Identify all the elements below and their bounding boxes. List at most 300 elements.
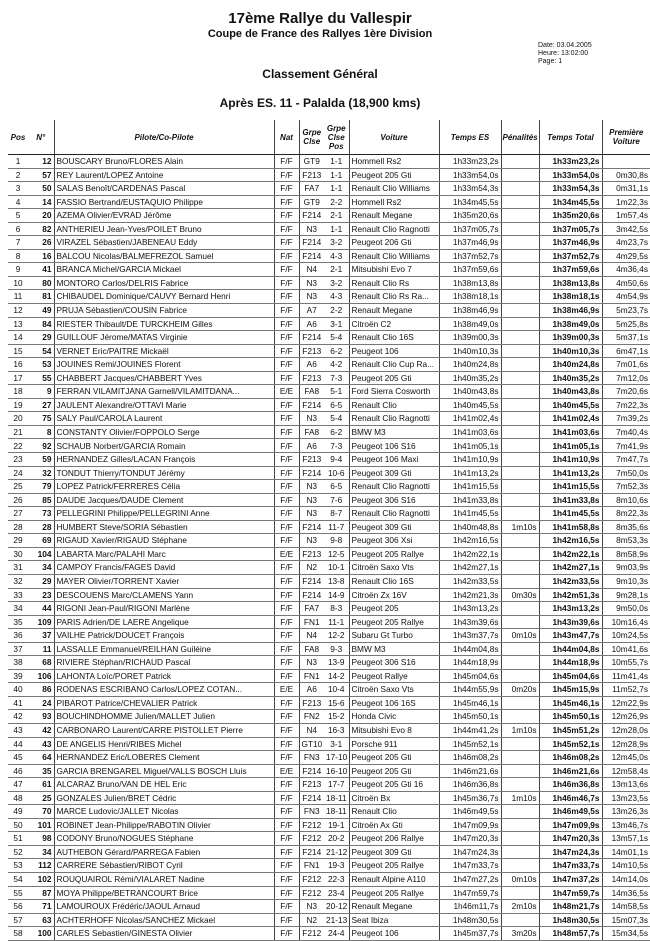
cell-number: 106 bbox=[28, 669, 54, 683]
cell-nat: F/F bbox=[274, 155, 299, 169]
cell-stage-time: 1h43m13,2s bbox=[439, 602, 501, 616]
cell-nat: F/F bbox=[274, 222, 299, 236]
cell-group-class: N3 bbox=[299, 412, 324, 426]
cell-penalties bbox=[501, 493, 539, 507]
cell-group-class-pos: 16-10 bbox=[324, 764, 349, 778]
cell-penalties bbox=[501, 195, 539, 209]
cell-number: 50 bbox=[28, 182, 54, 196]
cell-pos: 27 bbox=[8, 507, 28, 521]
cell-nat: F/F bbox=[274, 466, 299, 480]
cell-driver: DESCOUENS Marc/CLAMENS Yann bbox=[54, 588, 274, 602]
cell-car: Renault Clio bbox=[349, 805, 439, 819]
cell-total-time: 1h48m57,7s bbox=[539, 927, 602, 941]
cell-driver: SALAS Benoît/CARDENAS Pascal bbox=[54, 182, 274, 196]
cell-pos: 39 bbox=[8, 669, 28, 683]
cell-penalties: 0m10s bbox=[501, 629, 539, 643]
cell-nat: F/F bbox=[274, 574, 299, 588]
cell-group-class: FN2 bbox=[299, 710, 324, 724]
cell-group-class: F214 bbox=[299, 249, 324, 263]
cell-driver: CARBONARO Laurent/CARRE PISTOLLET Pierre bbox=[54, 723, 274, 737]
cell-group-class: F214 bbox=[299, 209, 324, 223]
cell-car: Citroën Bx bbox=[349, 791, 439, 805]
cell-driver: RIGONI Jean-Paul/RIGONI Marlène bbox=[54, 602, 274, 616]
results-body bbox=[8, 155, 650, 941]
cell-group-class: F212 bbox=[299, 872, 324, 886]
cell-group-class-pos: 17-7 bbox=[324, 778, 349, 792]
cell-car: Peugeot 205 Gti bbox=[349, 764, 439, 778]
cell-number: 98 bbox=[28, 832, 54, 846]
cell-nat: F/F bbox=[274, 249, 299, 263]
cell-total-time: 1h45m15,9s bbox=[539, 683, 602, 697]
cell-penalties bbox=[501, 859, 539, 873]
cell-group-class-pos: 12-2 bbox=[324, 629, 349, 643]
cell-group-class: F214 bbox=[299, 331, 324, 345]
cell-gap-first: 12m22,9s bbox=[602, 696, 650, 710]
cell-stage-time: 1h45m04,6s bbox=[439, 669, 501, 683]
cell-stage-time: 1h47m27,2s bbox=[439, 872, 501, 886]
cell-total-time: 1h40m35,2s bbox=[539, 371, 602, 385]
cell-nat: F/F bbox=[274, 453, 299, 467]
cell-penalties bbox=[501, 832, 539, 846]
cell-stage-time: 1h41m03,6s bbox=[439, 425, 501, 439]
cell-penalties bbox=[501, 371, 539, 385]
cell-car: Renault Clio Ragnotti bbox=[349, 507, 439, 521]
cell-number: 16 bbox=[28, 249, 54, 263]
cell-group-class-pos: 18-11 bbox=[324, 805, 349, 819]
cell-car: Citroën C2 bbox=[349, 317, 439, 331]
cell-number: 93 bbox=[28, 710, 54, 724]
cell-group-class: F213 bbox=[299, 778, 324, 792]
cell-group-class: F214 bbox=[299, 466, 324, 480]
cell-driver: FASSIO Bertrand/EUSTAQUIO Philippe bbox=[54, 195, 274, 209]
cell-total-time: 1h46m46,7s bbox=[539, 791, 602, 805]
cell-group-class-pos: 13-8 bbox=[324, 574, 349, 588]
cell-pos: 46 bbox=[8, 764, 28, 778]
cell-nat: F/F bbox=[274, 629, 299, 643]
cell-total-time: 1h47m09,9s bbox=[539, 818, 602, 832]
table-row bbox=[8, 358, 650, 372]
cell-stage-time: 1h38m18,1s bbox=[439, 290, 501, 304]
cell-penalties bbox=[501, 182, 539, 196]
table-row bbox=[8, 710, 650, 724]
cell-gap-first: 9m50,0s bbox=[602, 602, 650, 616]
cell-nat: F/F bbox=[274, 791, 299, 805]
cell-pos: 5 bbox=[8, 209, 28, 223]
cell-number: 68 bbox=[28, 656, 54, 670]
cell-driver: ACHTERHOFF Nicolas/SANCHEZ Mickael bbox=[54, 913, 274, 927]
cell-gap-first: 1m57,4s bbox=[602, 209, 650, 223]
cell-number: 73 bbox=[28, 507, 54, 521]
cell-driver: RIVIERE Stéphan/RICHAUD Pascal bbox=[54, 656, 274, 670]
cell-stage-time: 1h40m48,8s bbox=[439, 520, 501, 534]
cell-nat: F/F bbox=[274, 344, 299, 358]
cell-nat: F/F bbox=[274, 561, 299, 575]
cell-stage-time: 1h45m37,7s bbox=[439, 927, 501, 941]
cell-penalties bbox=[501, 222, 539, 236]
cell-total-time: 1h47m59,7s bbox=[539, 886, 602, 900]
cell-gap-first: 13m23,5s bbox=[602, 791, 650, 805]
cell-gap-first: 14m36,5s bbox=[602, 886, 650, 900]
cell-gap-first: 4m36,4s bbox=[602, 263, 650, 277]
cell-stage-time: 1h41m45,5s bbox=[439, 507, 501, 521]
cell-pos: 25 bbox=[8, 480, 28, 494]
cell-group-class-pos: 6-2 bbox=[324, 344, 349, 358]
cell-nat: F/F bbox=[274, 412, 299, 426]
cell-group-class: F213 bbox=[299, 344, 324, 358]
cell-gap-first: 11m41,4s bbox=[602, 669, 650, 683]
cell-number: 26 bbox=[28, 236, 54, 250]
cell-driver: BRANCA Michel/GARCIA Mickael bbox=[54, 263, 274, 277]
table-row bbox=[8, 534, 650, 548]
cell-group-class: A6 bbox=[299, 317, 324, 331]
cell-total-time: 1h41m10,9s bbox=[539, 453, 602, 467]
cell-pos: 23 bbox=[8, 453, 28, 467]
table-row bbox=[8, 751, 650, 765]
rally-title: 17ème Rallye du Vallespir bbox=[228, 10, 412, 27]
cell-nat: F/F bbox=[274, 520, 299, 534]
cell-penalties bbox=[501, 574, 539, 588]
cell-nat: F/F bbox=[274, 778, 299, 792]
cell-stage-time: 1h47m33,7s bbox=[439, 859, 501, 873]
cell-driver: PIBAROT Patrice/CHEVALIER Patrick bbox=[54, 696, 274, 710]
cell-number: 84 bbox=[28, 317, 54, 331]
cell-total-time: 1h37m52,7s bbox=[539, 249, 602, 263]
cell-group-class: F212 bbox=[299, 927, 324, 941]
cell-total-time: 1h34m45,5s bbox=[539, 195, 602, 209]
cell-nat: F/F bbox=[274, 371, 299, 385]
cell-gap-first: 3m42,5s bbox=[602, 222, 650, 236]
cell-stage-time: 1h45m50,1s bbox=[439, 710, 501, 724]
cell-car: BMW M3 bbox=[349, 425, 439, 439]
cell-group-class-pos: 10-6 bbox=[324, 466, 349, 480]
table-row bbox=[8, 561, 650, 575]
cell-group-class-pos: 2-2 bbox=[324, 195, 349, 209]
cell-group-class: GT9 bbox=[299, 195, 324, 209]
cell-group-class-pos: 9-8 bbox=[324, 534, 349, 548]
table-row bbox=[8, 886, 650, 900]
cell-penalties bbox=[501, 696, 539, 710]
cell-group-class-pos: 12-5 bbox=[324, 547, 349, 561]
cell-pos: 2 bbox=[8, 168, 28, 182]
table-row bbox=[8, 331, 650, 345]
cell-stage-time: 1h42m27,1s bbox=[439, 561, 501, 575]
cell-gap-first: 8m58,9s bbox=[602, 547, 650, 561]
table-row bbox=[8, 195, 650, 209]
cell-number: 14 bbox=[28, 195, 54, 209]
table-row bbox=[8, 493, 650, 507]
cell-total-time: 1h45m04,6s bbox=[539, 669, 602, 683]
cell-group-class: GT9 bbox=[299, 155, 324, 169]
cell-driver: AUTHEBON Gérard/PARREGA Fabien bbox=[54, 845, 274, 859]
cell-total-time: 1h41m15,5s bbox=[539, 480, 602, 494]
cell-pos: 21 bbox=[8, 425, 28, 439]
cell-driver: MAYER Olivier/TORRENT Xavier bbox=[54, 574, 274, 588]
cell-car: Peugeot 306 S16 bbox=[349, 656, 439, 670]
cell-nat: F/F bbox=[274, 927, 299, 941]
cell-pos: 3 bbox=[8, 182, 28, 196]
cell-driver: SALY Paul/CAROLA Laurent bbox=[54, 412, 274, 426]
col-number: N° bbox=[28, 120, 54, 155]
cell-car: Renault Megane bbox=[349, 209, 439, 223]
cell-group-class: N3 bbox=[299, 290, 324, 304]
cell-stage-time: 1h42m33,5s bbox=[439, 574, 501, 588]
table-row bbox=[8, 737, 650, 751]
cell-number: 71 bbox=[28, 900, 54, 914]
table-row bbox=[8, 249, 650, 263]
cell-gap-first: 7m12,0s bbox=[602, 371, 650, 385]
cell-total-time: 1h47m20,3s bbox=[539, 832, 602, 846]
cell-penalties bbox=[501, 209, 539, 223]
cell-total-time: 1h42m22,1s bbox=[539, 547, 602, 561]
cell-group-class-pos: 18-11 bbox=[324, 791, 349, 805]
cell-gap-first: 14m58,5s bbox=[602, 900, 650, 914]
cell-group-class-pos: 3-1 bbox=[324, 317, 349, 331]
cell-group-class: N4 bbox=[299, 263, 324, 277]
cell-number: 75 bbox=[28, 412, 54, 426]
cell-car: Peugeot 106 bbox=[349, 927, 439, 941]
cell-car: Peugeot 306 Xsi bbox=[349, 534, 439, 548]
cell-gap-first: 14m14,0s bbox=[602, 872, 650, 886]
cell-number: 41 bbox=[28, 263, 54, 277]
table-row bbox=[8, 669, 650, 683]
cell-group-class: FA7 bbox=[299, 602, 324, 616]
cell-number: 20 bbox=[28, 209, 54, 223]
cell-gap-first bbox=[602, 155, 650, 169]
cell-car: Subaru Gt Turbo bbox=[349, 629, 439, 643]
cell-gap-first: 7m01,6s bbox=[602, 358, 650, 372]
cell-driver: DAUDE Jacques/DAUDE Clement bbox=[54, 493, 274, 507]
cell-car: Renault Alpine A110 bbox=[349, 872, 439, 886]
col-pos: Pos bbox=[8, 120, 28, 155]
cell-total-time: 1h38m18,1s bbox=[539, 290, 602, 304]
cell-total-time: 1h33m54,3s bbox=[539, 182, 602, 196]
cell-group-class: N3 bbox=[299, 222, 324, 236]
cell-driver: CODONY Bruno/NOGUES Stéphane bbox=[54, 832, 274, 846]
cell-group-class: A6 bbox=[299, 439, 324, 453]
table-row bbox=[8, 371, 650, 385]
cell-penalties bbox=[501, 344, 539, 358]
cell-total-time: 1h41m02,4s bbox=[539, 412, 602, 426]
cell-pos: 26 bbox=[8, 493, 28, 507]
table-row bbox=[8, 385, 650, 399]
cell-pos: 4 bbox=[8, 195, 28, 209]
cell-pos: 40 bbox=[8, 683, 28, 697]
cell-gap-first: 14m10,5s bbox=[602, 859, 650, 873]
cell-nat: F/F bbox=[274, 290, 299, 304]
cell-driver: LASSALLE Emmanuel/REILHAN Guiléine bbox=[54, 642, 274, 656]
cell-car: Seat Ibiza bbox=[349, 913, 439, 927]
cell-pos: 24 bbox=[8, 466, 28, 480]
cell-driver: RIESTER Thibault/DE TURCKHEIM Gilles bbox=[54, 317, 274, 331]
cell-group-class-pos: 4-3 bbox=[324, 249, 349, 263]
cell-total-time: 1h42m33,5s bbox=[539, 574, 602, 588]
print-meta bbox=[538, 42, 592, 66]
cell-gap-first: 7m20,6s bbox=[602, 385, 650, 399]
col-group-class-pos: Grpe Clse Pos bbox=[324, 120, 349, 155]
cell-total-time: 1h38m49,0s bbox=[539, 317, 602, 331]
cell-stage-time: 1h44m55,9s bbox=[439, 683, 501, 697]
cell-gap-first: 8m53,3s bbox=[602, 534, 650, 548]
cell-car: Renault Clio Rs bbox=[349, 276, 439, 290]
cell-car: Peugeot 306 S16 bbox=[349, 493, 439, 507]
cell-pos: 18 bbox=[8, 385, 28, 399]
cell-group-class-pos: 10-4 bbox=[324, 683, 349, 697]
cell-penalties bbox=[501, 602, 539, 616]
cell-car: Peugeot 205 Rallye bbox=[349, 886, 439, 900]
table-row bbox=[8, 236, 650, 250]
cell-gap-first: 7m50,0s bbox=[602, 466, 650, 480]
cell-pos: 53 bbox=[8, 859, 28, 873]
cell-group-class: FA8 bbox=[299, 385, 324, 399]
cell-pos: 55 bbox=[8, 886, 28, 900]
cell-number: 87 bbox=[28, 886, 54, 900]
cell-number: 9 bbox=[28, 385, 54, 399]
cell-stage-time: 1h41m33,8s bbox=[439, 493, 501, 507]
cell-penalties bbox=[501, 710, 539, 724]
cell-number: 25 bbox=[28, 791, 54, 805]
cell-number: 28 bbox=[28, 520, 54, 534]
cell-gap-first: 12m45,0s bbox=[602, 751, 650, 765]
cell-nat: F/F bbox=[274, 358, 299, 372]
cell-group-class-pos: 19-3 bbox=[324, 859, 349, 873]
cell-driver: FERRAN VILAMITJANA Garnell/VILAMITDANA... bbox=[54, 385, 274, 399]
cell-number: 92 bbox=[28, 439, 54, 453]
cell-group-class: F213 bbox=[299, 696, 324, 710]
cell-penalties bbox=[501, 845, 539, 859]
table-row bbox=[8, 209, 650, 223]
cell-car: Citroën Saxo Vts bbox=[349, 683, 439, 697]
cell-penalties bbox=[501, 155, 539, 169]
cell-pos: 51 bbox=[8, 832, 28, 846]
cell-penalties bbox=[501, 398, 539, 412]
cell-total-time: 1h47m24,3s bbox=[539, 845, 602, 859]
table-row bbox=[8, 602, 650, 616]
cell-total-time: 1h42m16,5s bbox=[539, 534, 602, 548]
cell-nat: F/F bbox=[274, 818, 299, 832]
cell-gap-first: 5m23,7s bbox=[602, 304, 650, 318]
cell-pos: 13 bbox=[8, 317, 28, 331]
cell-total-time: 1h48m21,7s bbox=[539, 900, 602, 914]
table-row bbox=[8, 791, 650, 805]
cell-number: 69 bbox=[28, 534, 54, 548]
cell-penalties bbox=[501, 290, 539, 304]
cell-driver: CONSTANTY Olivier/FOPPOLO Serge bbox=[54, 425, 274, 439]
cell-stage-time: 1h35m20,6s bbox=[439, 209, 501, 223]
cell-pos: 28 bbox=[8, 520, 28, 534]
cell-nat: F/F bbox=[274, 845, 299, 859]
cell-group-class: GT10 bbox=[299, 737, 324, 751]
table-row bbox=[8, 805, 650, 819]
cell-gap-first: 10m55,7s bbox=[602, 656, 650, 670]
cell-group-class-pos: 17-10 bbox=[324, 751, 349, 765]
cell-group-class: N3 bbox=[299, 493, 324, 507]
cell-group-class-pos: 4-2 bbox=[324, 358, 349, 372]
cell-stage-time: 1h39m00,3s bbox=[439, 331, 501, 345]
cell-car: Renault Clio Rs Ra... bbox=[349, 290, 439, 304]
cell-number: 101 bbox=[28, 818, 54, 832]
cell-group-class: F212 bbox=[299, 886, 324, 900]
cell-group-class-pos: 19-1 bbox=[324, 818, 349, 832]
cell-car: Renault Clio Williams bbox=[349, 182, 439, 196]
cell-nat: E/E bbox=[274, 764, 299, 778]
cell-group-class-pos: 21-13 bbox=[324, 913, 349, 927]
table-row bbox=[8, 466, 650, 480]
cell-car: Renault Megane bbox=[349, 900, 439, 914]
cell-group-class-pos: 5-1 bbox=[324, 385, 349, 399]
cell-gap-first: 13m26,3s bbox=[602, 805, 650, 819]
cell-driver: HERNANDEZ Eric/LOBERES Clement bbox=[54, 751, 274, 765]
table-row bbox=[8, 683, 650, 697]
cell-stage-time: 1h47m24,3s bbox=[439, 845, 501, 859]
cell-driver: VIRAZEL Sébastien/JABENEAU Eddy bbox=[54, 236, 274, 250]
cell-group-class: F214 bbox=[299, 764, 324, 778]
cell-car: Peugeot 205 Rallye bbox=[349, 859, 439, 873]
cell-penalties bbox=[501, 385, 539, 399]
table-row bbox=[8, 588, 650, 602]
cell-group-class: N3 bbox=[299, 534, 324, 548]
cell-car: Peugeot 106 bbox=[349, 344, 439, 358]
cell-stage-time: 1h34m45,5s bbox=[439, 195, 501, 209]
cell-number: 70 bbox=[28, 805, 54, 819]
table-row bbox=[8, 913, 650, 927]
cell-driver: PELLEGRINI Philippe/PELLEGRINI Anne bbox=[54, 507, 274, 521]
table-row bbox=[8, 425, 650, 439]
cell-group-class: N2 bbox=[299, 913, 324, 927]
cell-penalties bbox=[501, 818, 539, 832]
cell-number: 8 bbox=[28, 425, 54, 439]
cell-group-class: F214 bbox=[299, 588, 324, 602]
cell-group-class: N3 bbox=[299, 656, 324, 670]
cell-car: Peugeot 205 Gti bbox=[349, 751, 439, 765]
table-row bbox=[8, 182, 650, 196]
cell-gap-first: 13m13,6s bbox=[602, 778, 650, 792]
cell-total-time: 1h46m49,5s bbox=[539, 805, 602, 819]
table-row bbox=[8, 263, 650, 277]
cell-nat: F/F bbox=[274, 493, 299, 507]
cell-car: Mitsubishi Evo 8 bbox=[349, 723, 439, 737]
cell-total-time: 1h41m58,8s bbox=[539, 520, 602, 534]
cell-gap-first: 9m10,3s bbox=[602, 574, 650, 588]
cell-driver: LAMOUROUX Frédéric/JAOUL Arnaud bbox=[54, 900, 274, 914]
cell-pos: 14 bbox=[8, 331, 28, 345]
cell-stage-time: 1h40m45,5s bbox=[439, 398, 501, 412]
cell-gap-first: 12m58,4s bbox=[602, 764, 650, 778]
cell-number: 29 bbox=[28, 331, 54, 345]
cell-group-class-pos: 8-3 bbox=[324, 602, 349, 616]
cell-number: 80 bbox=[28, 276, 54, 290]
cell-gap-first: 15m07,3s bbox=[602, 913, 650, 927]
cell-car: Renault Clio Cup Ra... bbox=[349, 358, 439, 372]
cell-total-time: 1h40m45,5s bbox=[539, 398, 602, 412]
cell-pos: 20 bbox=[8, 412, 28, 426]
cell-stage-time: 1h41m10,9s bbox=[439, 453, 501, 467]
table-row bbox=[8, 168, 650, 182]
cell-group-class: F212 bbox=[299, 832, 324, 846]
table-row bbox=[8, 155, 650, 169]
cell-driver: TONDUT Thierry/TONDUT Jérémy bbox=[54, 466, 274, 480]
cell-driver: GUILLOUF Jérome/MATAS Virginie bbox=[54, 331, 274, 345]
cell-nat: F/F bbox=[274, 872, 299, 886]
cell-driver: CHABBERT Jacques/CHABBERT Yves bbox=[54, 371, 274, 385]
table-row bbox=[8, 696, 650, 710]
cell-penalties bbox=[501, 805, 539, 819]
cell-car: Peugeot 309 Gti bbox=[349, 845, 439, 859]
table-row bbox=[8, 344, 650, 358]
cell-group-class-pos: 1-1 bbox=[324, 222, 349, 236]
cell-penalties bbox=[501, 358, 539, 372]
cell-number: 100 bbox=[28, 927, 54, 941]
cell-driver: SCHAUB Norbert/GARCIA Romain bbox=[54, 439, 274, 453]
